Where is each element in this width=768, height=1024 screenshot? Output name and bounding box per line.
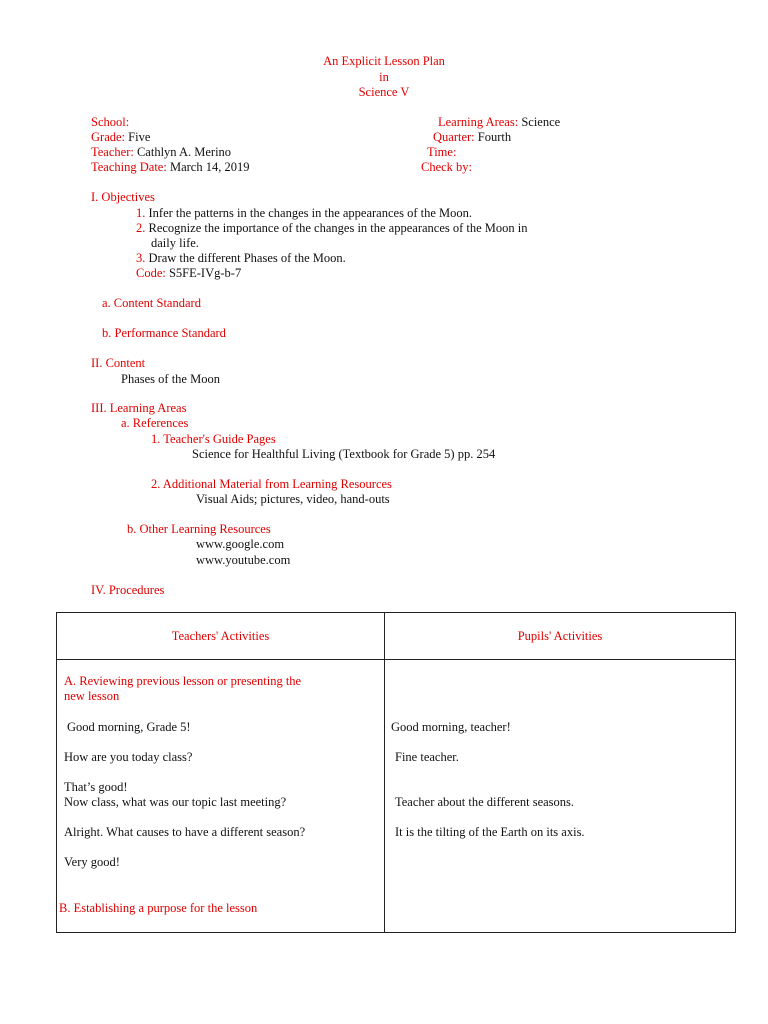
grade-label: Grade: <box>91 130 126 144</box>
guide-pages-heading: 1. Teacher's Guide Pages <box>151 432 276 446</box>
resource-link[interactable]: www.youtube.com <box>196 553 291 567</box>
teacher-row <box>91 145 231 160</box>
learning-areas-row <box>438 115 560 130</box>
title-line-3: Science V <box>358 85 410 99</box>
objective-num: 2. <box>136 221 146 235</box>
objective-text: Draw the different Phases of the Moon. <box>148 251 346 265</box>
objective-num: 1. <box>136 206 146 220</box>
quarter-row <box>433 130 511 145</box>
objective-text: Infer the patterns in the changes in the appearances of the Moon. <box>148 206 472 220</box>
title-line-1: An Explicit Lesson Plan <box>323 54 445 68</box>
learning-areas-heading: III. Learning Areas <box>91 401 187 415</box>
teacher-line: Alright. What causes to have a different season? <box>64 825 306 839</box>
guide-pages-value: Science for Healthful Living (Textbook for Grade 5) pp. 254 <box>192 447 496 461</box>
procedures-heading: IV. Procedures <box>91 583 165 597</box>
quarter-label: Quarter: <box>433 130 475 144</box>
teacher-line: How are you today class? <box>64 750 193 764</box>
pupil-line: It is the tilting of the Earth on its axis. <box>395 825 585 839</box>
teacher-label: Teacher: <box>91 145 134 159</box>
table-row <box>57 660 736 933</box>
teacher-line: Now class, what was our topic last meeting? <box>64 795 287 809</box>
teacher-line: That’s good! <box>64 780 128 794</box>
pupil-line: Teacher about the different seasons. <box>395 795 575 809</box>
teachers-activities-cell <box>57 660 385 933</box>
time-row <box>427 145 456 160</box>
teacher-value: Cathlyn A. Merino <box>136 145 232 159</box>
objective-item-3 <box>136 251 346 266</box>
grade-value: Five <box>128 130 151 144</box>
section-a-heading-line-2: new lesson <box>64 689 120 703</box>
pupil-line: Fine teacher. <box>395 750 459 764</box>
objective-num: 3. <box>136 251 146 265</box>
learning-areas-label: Learning Areas: <box>438 115 519 129</box>
objective-item-2-cont: daily life. <box>151 236 199 250</box>
resource-link[interactable]: www.google.com <box>196 537 285 551</box>
objective-item-1 <box>136 206 472 221</box>
grade-row <box>91 130 150 145</box>
other-resources-heading: b. Other Learning Resources <box>127 522 271 536</box>
time-label: Time: <box>427 145 457 159</box>
school-row <box>91 115 129 130</box>
check-by-row <box>421 160 472 175</box>
code-row <box>136 266 241 281</box>
check-by-label: Check by: <box>421 160 473 174</box>
performance-standard: b. Performance Standard <box>102 326 226 340</box>
content-heading: II. Content <box>91 356 146 370</box>
code-value: S5FE-IVg-b-7 <box>168 266 242 280</box>
teachers-activities-header: Teachers' Activities <box>57 613 385 660</box>
objectives-heading: I. Objectives <box>91 190 155 204</box>
teacher-line: Very good! <box>64 855 120 869</box>
teacher-line: Good morning, Grade 5! <box>67 720 191 734</box>
section-a-heading-line-1: A. Reviewing previous lesson or presenting the <box>64 674 302 688</box>
teaching-date-label: Teaching Date: <box>91 160 167 174</box>
additional-material-value: Visual Aids; pictures, video, hand-outs <box>196 492 390 506</box>
table-header-row <box>57 613 736 660</box>
quarter-value: Fourth <box>477 130 512 144</box>
school-label: School: <box>91 115 130 129</box>
references-heading: a. References <box>121 416 189 430</box>
procedures-table <box>56 612 736 933</box>
pupils-activities-cell <box>385 660 736 933</box>
content-value: Phases of the Moon <box>121 372 220 386</box>
section-b-heading: B. Establishing a purpose for the lesson <box>59 901 258 915</box>
objective-text: Recognize the importance of the changes in the appearances of the Moon in <box>148 221 528 235</box>
content-standard: a. Content Standard <box>102 296 201 310</box>
pupil-line: Good morning, teacher! <box>391 720 511 734</box>
code-label: Code: <box>136 266 166 280</box>
teaching-date-row <box>91 160 249 175</box>
objective-item-2 <box>136 221 528 236</box>
pupils-activities-header: Pupils' Activities <box>385 613 736 660</box>
teaching-date-value: March 14, 2019 <box>169 160 250 174</box>
learning-areas-value: Science <box>521 115 561 129</box>
title-line-2: in <box>379 70 389 84</box>
additional-material-heading: 2. Additional Material from Learning Resources <box>151 477 392 491</box>
